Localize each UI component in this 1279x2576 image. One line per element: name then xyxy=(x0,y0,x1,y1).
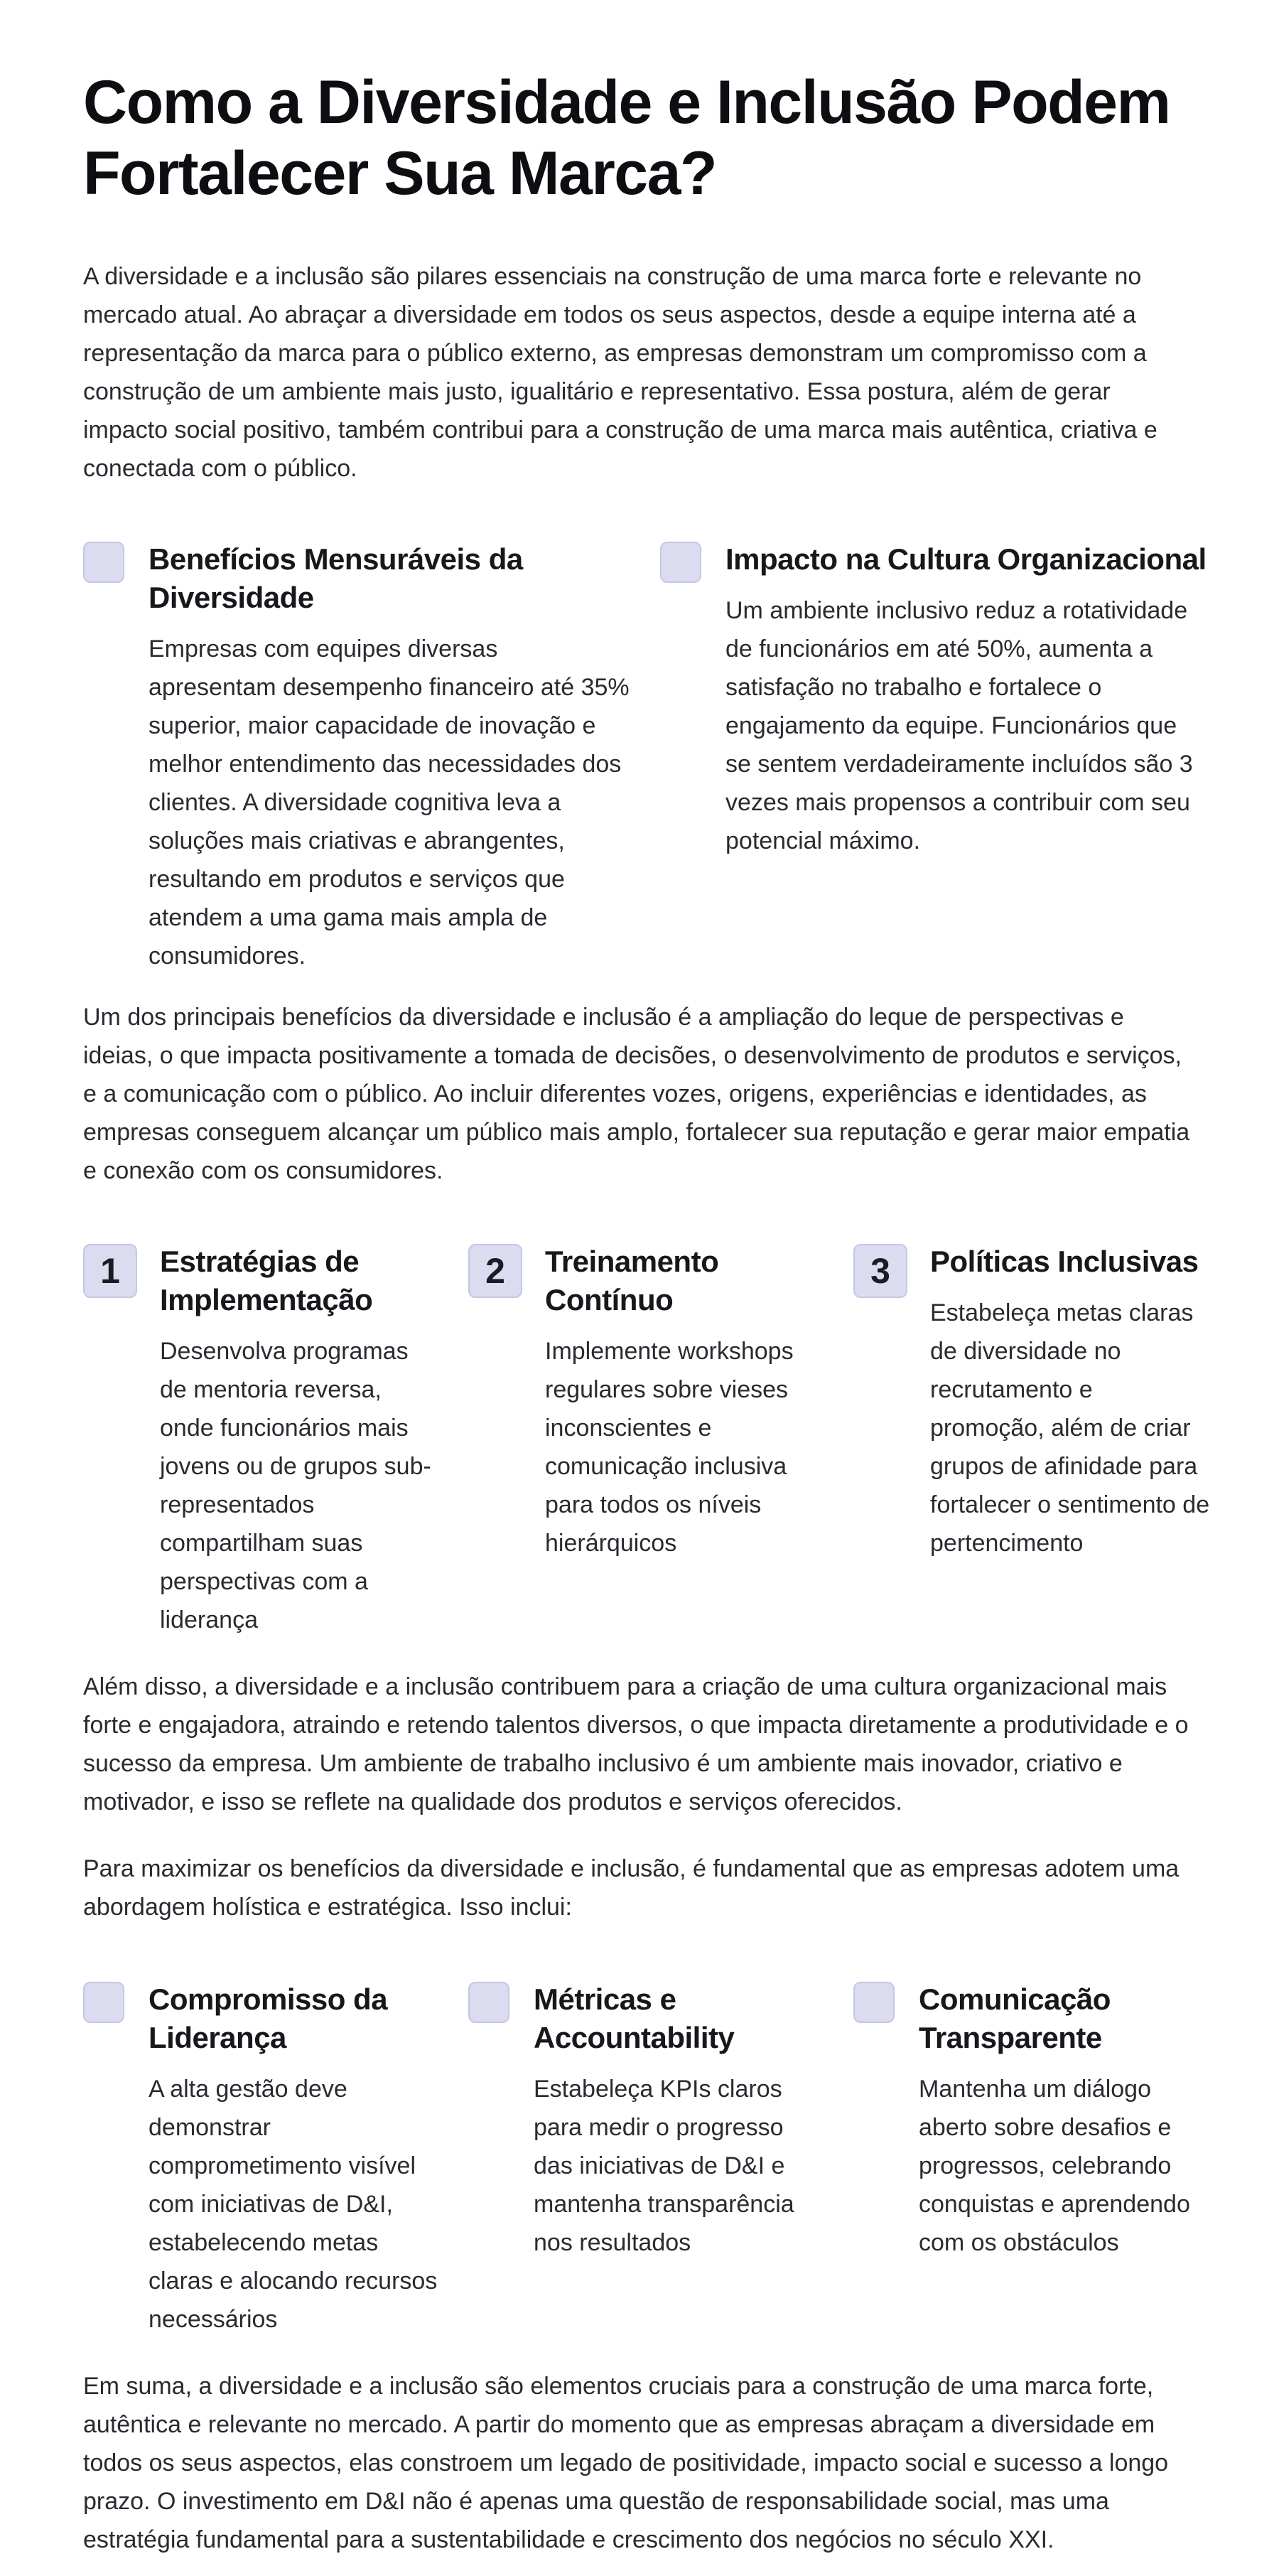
square-icon xyxy=(468,1982,509,2023)
benefit-title: Impacto na Cultura Organizacional xyxy=(725,542,1207,576)
benefit-title: Benefícios Mensuráveis da Diversidade xyxy=(149,542,523,614)
practices-section xyxy=(83,1980,1196,2339)
step-title: Estratégias de Implementação xyxy=(160,1245,373,1316)
intro-paragraph: A diversidade e a inclusão são pilares essenciais na construção de uma marca forte e relevante no mercado atual. Ao abraçar a diversidade em todos os seus aspectos, desde a equipe interna até a representação da marca para o público externo, as empresas demonstram um compromisso com a construção de um ambiente mais justo, igualitário e representativo. Essa postura, além de gerar impacto social positivo, também contribui para a construção de uma marca mais autêntica, criativa e conectada com o público. xyxy=(83,263,1157,482)
body-paragraph-culture: Além disso, a diversidade e a inclusão contribuem para a criação de uma cultura organizacional mais forte e engajadora, atraindo e retendo talentos diversos, o que impacta diretamente a produtividade e o sucesso da empresa. Um ambiente de trabalho inclusivo é um ambiente mais inovador, criativo e motivador, e isso se reflete na qualidade dos produtos e serviços oferecidos. xyxy=(83,1673,1189,1815)
step-number-badge: 2 xyxy=(468,1244,522,1298)
practice-card-communication xyxy=(853,1980,1210,2339)
benefits-section xyxy=(83,540,1207,975)
practice-card-metrics xyxy=(468,1980,825,2339)
benefit-card-financial xyxy=(83,540,632,975)
square-icon xyxy=(853,1982,895,2023)
step-card-3 xyxy=(853,1243,1210,1639)
body-paragraph-approach: Para maximizar os benefícios da diversidade e inclusão, é fundamental que as empresas adotem uma abordagem holística e estratégica. Isso inclui: xyxy=(83,1855,1180,1921)
step-text: Implemente workshops regulares sobre vieses inconscientes e comunicação inclusiva para todos os níveis hierárquicos xyxy=(545,1338,794,1557)
benefit-text: Empresas com equipes diversas apresentam desempenho financeiro até 35% superior, maior capacidade de inovação e melhor entendimento das necessidades dos clientes. A diversidade cognitiva leva a soluções mais criativas e abrangentes, resultando em produtos e serviços que atendem a uma gama mais ampla de consumidores. xyxy=(149,635,630,970)
step-text: Desenvolva programas de mentoria reversa, onde funcionários mais jovens ou de grupos sub-representados compartilham suas perspectivas com a liderança xyxy=(160,1338,431,1633)
square-icon xyxy=(83,1982,124,2023)
practice-title: Compromisso da Liderança xyxy=(149,1982,388,2054)
benefit-text: Um ambiente inclusivo reduz a rotatividade de funcionários em até 50%, aumenta a satisfação no trabalho e fortalece o engajamento da equipe. Funcionários que se sentem verdadeiramente incluídos são 3 vezes mais propensos a contribuir com seu potencial máximo. xyxy=(725,597,1193,854)
step-title: Treinamento Contínuo xyxy=(545,1245,719,1316)
square-icon xyxy=(83,542,124,583)
step-title: Políticas Inclusivas xyxy=(930,1245,1199,1278)
practice-text: A alta gestão deve demonstrar comprometimento visível com iniciativas de D&I, estabelecendo metas claras e alocando recursos necessários xyxy=(149,2076,438,2333)
body-paragraph-perspectives: Um dos principais benefícios da diversidade e inclusão é a ampliação do leque de perspectivas e ideias, o que impacta positivamente a tomada de decisões, o desenvolvimento de produtos e serviços, e a comunicação com o público. Ao incluir diferentes vozes, origens, experiências e identidades, as empresas conseguem alcançar um público mais amplo, fortalecer sua reputação e gerar maior empatia e conexão com os consumidores. xyxy=(83,1004,1190,1184)
steps-section xyxy=(83,1243,1210,1639)
step-card-2 xyxy=(468,1243,825,1639)
step-number-badge: 3 xyxy=(853,1244,907,1298)
step-number-badge: 1 xyxy=(83,1244,137,1298)
practice-text: Estabeleça KPIs claros para medir o progresso das iniciativas de D&I e mantenha transparência nos resultados xyxy=(534,2076,794,2256)
practice-title: Métricas e Accountability xyxy=(534,1982,735,2054)
step-text: Estabeleça metas claras de diversidade no recrutamento e promoção, além de criar grupos de afinidade para fortalecer o sentimento de pertencimento xyxy=(930,1299,1210,1557)
benefit-card-culture xyxy=(660,540,1209,975)
practice-text: Mantenha um diálogo aberto sobre desafios e progressos, celebrando conquistas e aprendendo com os obstáculos xyxy=(919,2076,1190,2256)
conclusion-paragraph: Em suma, a diversidade e a inclusão são elementos cruciais para a construção de uma marca forte, autêntica e relevante no mercado. A partir do momento que as empresas abraçam a diversidade em todos os seus aspectos, elas constroem um legado de positividade, impacto social e sucesso a longo prazo. O investimento em D&I não é apenas uma questão de responsabilidade social, mas uma estratégia fundamental para a sustentabilidade e crescimento dos negócios no século XXI. xyxy=(83,2373,1169,2553)
practice-card-leadership xyxy=(83,1980,440,2339)
square-icon xyxy=(660,542,701,583)
page-title: Como a Diversidade e Inclusão Podem Fortalecer Sua Marca? xyxy=(83,68,1170,208)
step-card-1 xyxy=(83,1243,440,1639)
practice-title: Comunicação Transparente xyxy=(919,1982,1111,2054)
